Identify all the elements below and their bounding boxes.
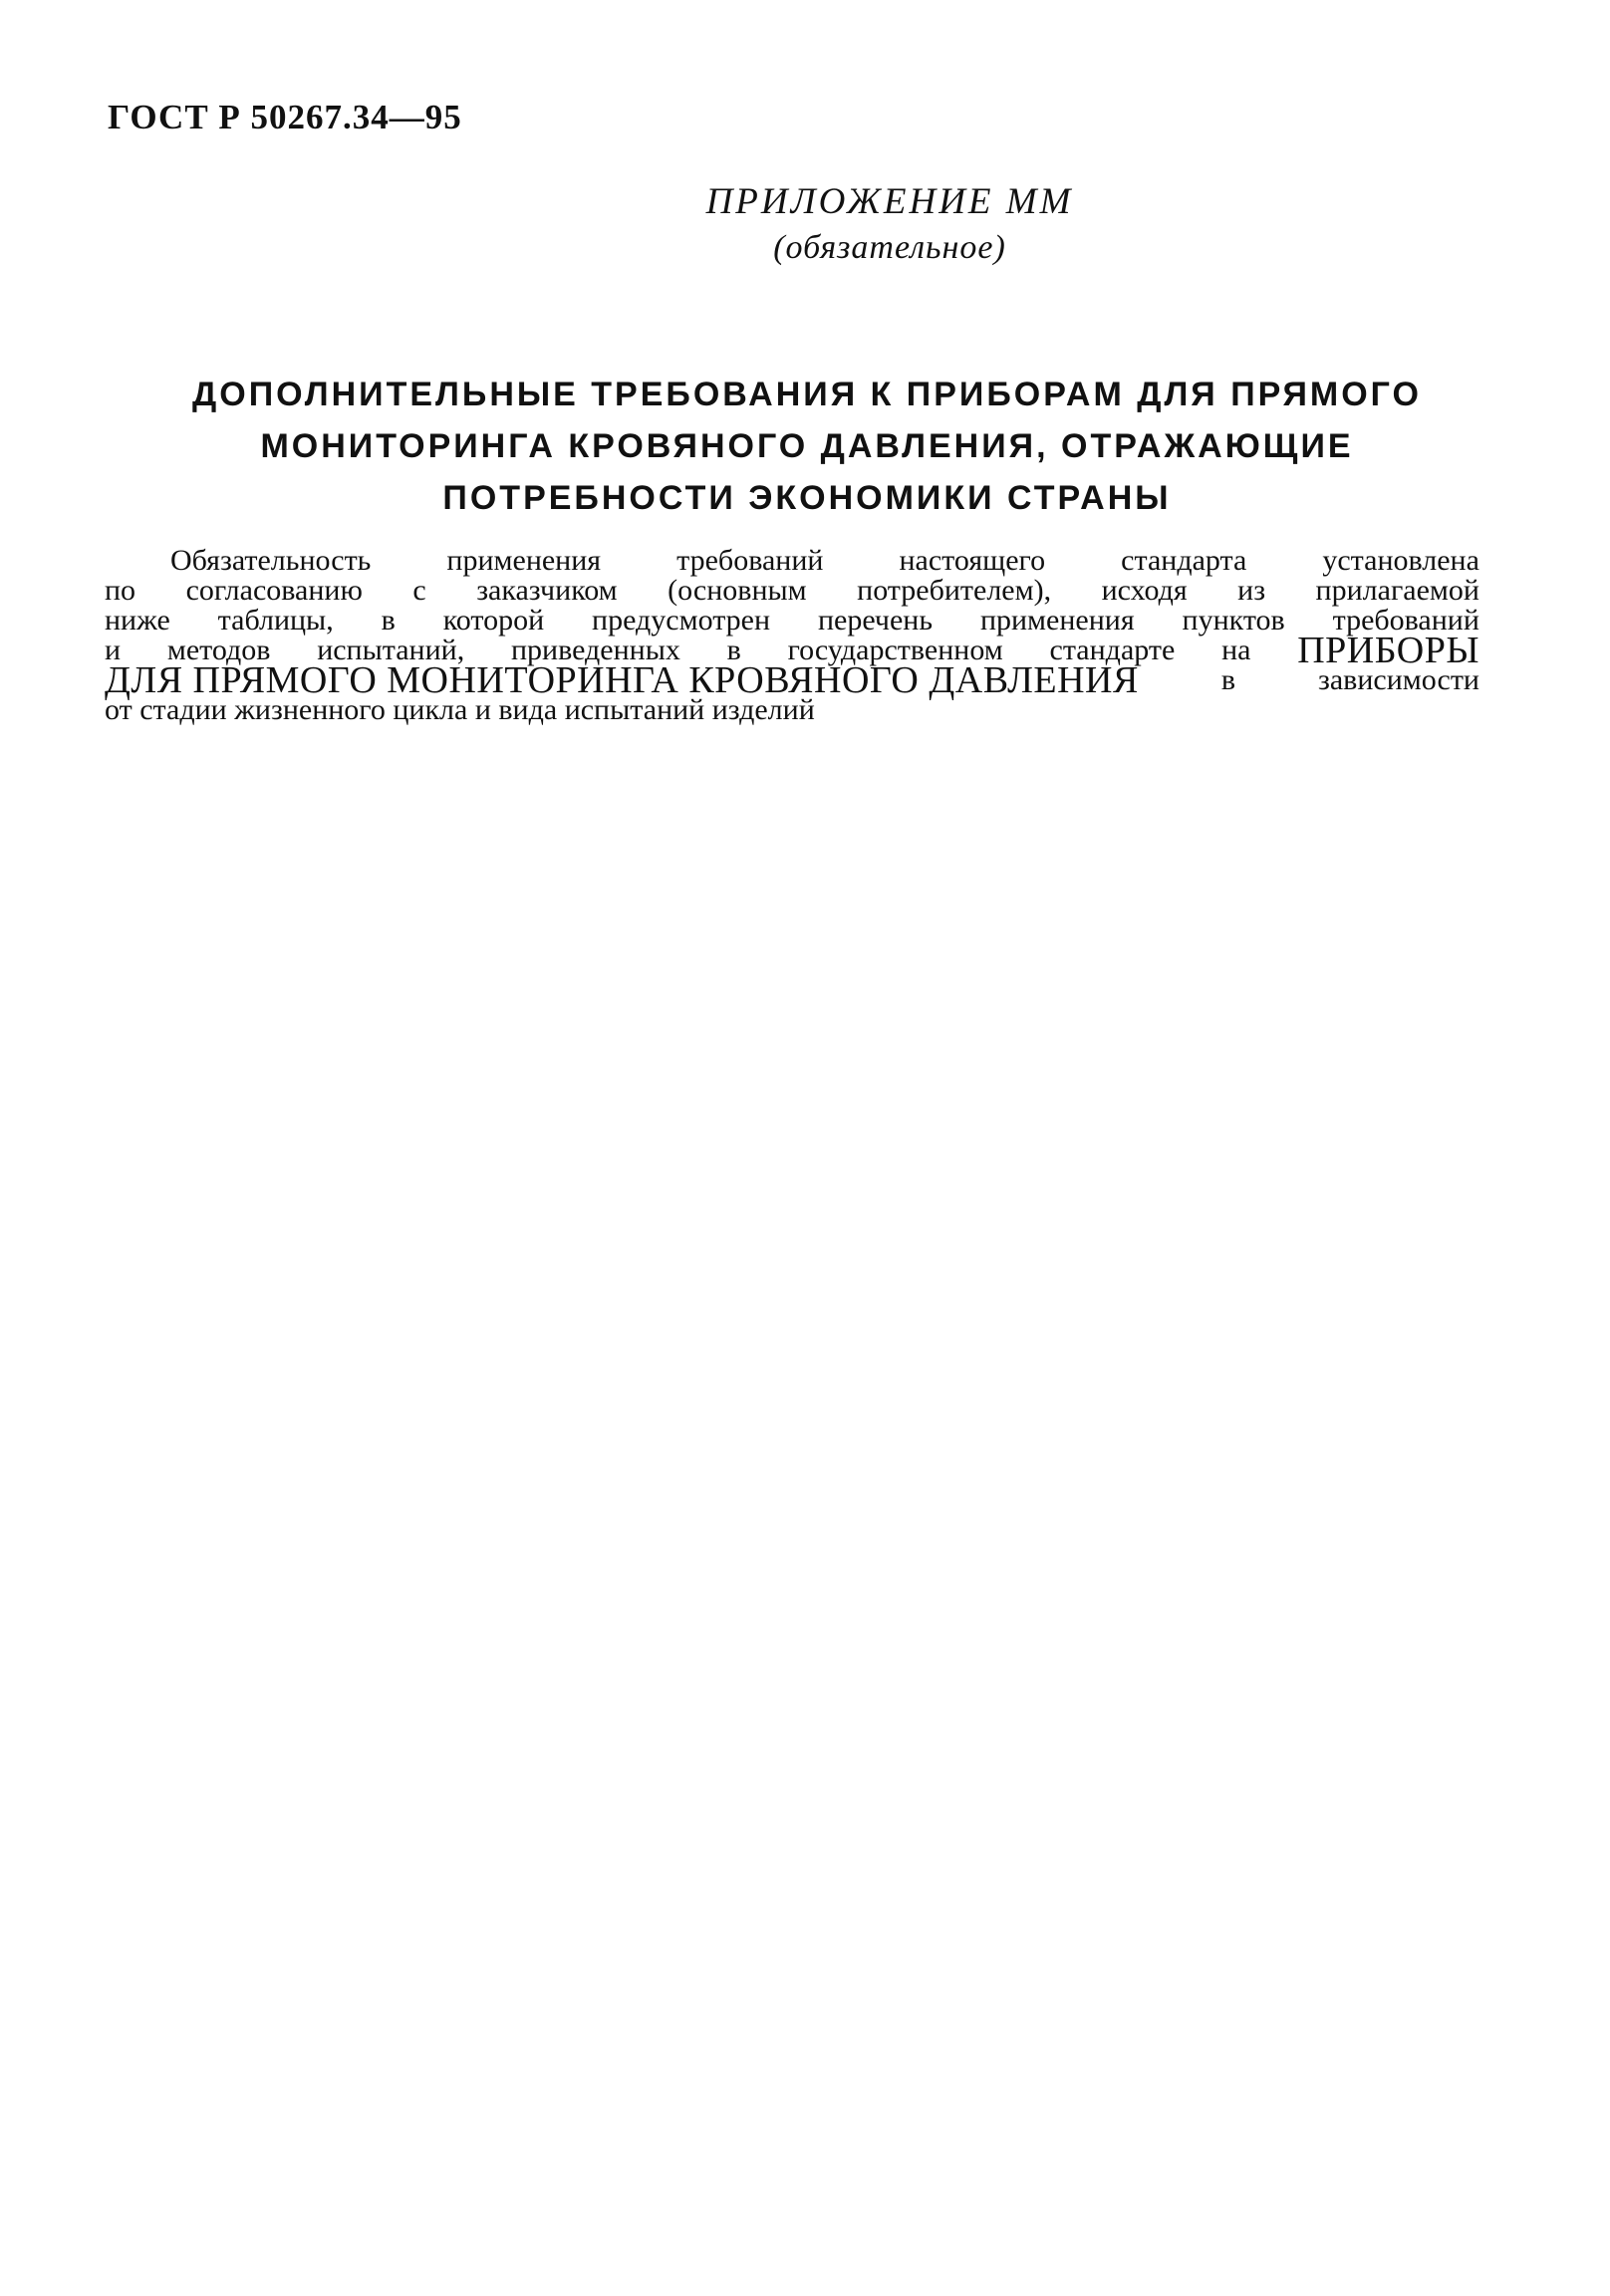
paragraph-last-line: от стадии жизненного цикла и вида испытаний изделий bbox=[105, 693, 815, 726]
body-paragraph bbox=[105, 546, 1479, 725]
word: согласованию bbox=[185, 574, 363, 607]
appendix-title: ПРИЛОЖЕНИЕ ММ bbox=[705, 181, 1074, 222]
heading-line: МОНИТОРИНГА КРОВЯНОГО ДАВЛЕНИЯ, ОТРАЖАЮЩИЕ bbox=[260, 427, 1354, 465]
word: предусмотрен bbox=[592, 604, 771, 637]
word: перечень bbox=[817, 604, 934, 637]
word: государственном bbox=[787, 634, 1003, 666]
word: потребителем), bbox=[857, 574, 1052, 607]
heading-line: ПОТРЕБНОСТИ ЭКОНОМИКИ СТРАНЫ bbox=[442, 479, 1172, 517]
product-name-part: ДЛЯ ПРЯМОГО МОНИТОРИНГА КРОВЯНОГО ДАВЛЕНИЯ bbox=[105, 659, 1139, 701]
word: (основным bbox=[668, 574, 807, 607]
word: в bbox=[1220, 663, 1236, 696]
word: на bbox=[1221, 634, 1251, 666]
word: заказчиком bbox=[476, 574, 618, 607]
word: настоящего bbox=[899, 544, 1046, 577]
word: стандарта bbox=[1121, 544, 1247, 577]
word: установлена bbox=[1322, 544, 1479, 577]
paragraph-line bbox=[105, 546, 1479, 576]
word: с bbox=[412, 574, 426, 607]
word: из bbox=[1237, 574, 1266, 607]
product-name-part: ПРИБОРЫ bbox=[1297, 630, 1479, 671]
word: и bbox=[105, 634, 122, 666]
word: приведенных bbox=[511, 634, 680, 666]
word: требований bbox=[1332, 604, 1479, 637]
word: Обязательность bbox=[170, 544, 372, 577]
paragraph-line bbox=[105, 695, 1479, 725]
word: ниже bbox=[105, 604, 170, 637]
word: требований bbox=[676, 544, 824, 577]
word: в bbox=[381, 604, 396, 637]
word: зависимости bbox=[1318, 663, 1479, 696]
paragraph-line bbox=[105, 606, 1479, 636]
word: применения bbox=[446, 544, 602, 577]
word: прилагаемой bbox=[1315, 574, 1479, 607]
paragraph-line bbox=[105, 659, 1479, 701]
word: стандарте bbox=[1049, 634, 1176, 666]
paragraph-line bbox=[105, 576, 1479, 606]
word: испытаний, bbox=[317, 634, 465, 666]
word: таблицы, bbox=[217, 604, 334, 637]
word: применения bbox=[979, 604, 1135, 637]
appendix-status: (обязательное) bbox=[773, 229, 1006, 266]
word: по bbox=[105, 574, 136, 607]
word: в bbox=[726, 634, 741, 666]
heading-line: ДОПОЛНИТЕЛЬНЫЕ ТРЕБОВАНИЯ К ПРИБОРАМ ДЛЯ ПРЯМОГО bbox=[192, 376, 1422, 413]
appendix-block bbox=[0, 179, 1610, 271]
word: которой bbox=[442, 604, 545, 637]
word: пунктов bbox=[1182, 604, 1285, 637]
word: исходя bbox=[1101, 574, 1188, 607]
section-heading bbox=[130, 369, 1484, 524]
word: методов bbox=[166, 634, 271, 666]
document-code: ГОСТ Р 50267.34—95 bbox=[108, 98, 462, 136]
